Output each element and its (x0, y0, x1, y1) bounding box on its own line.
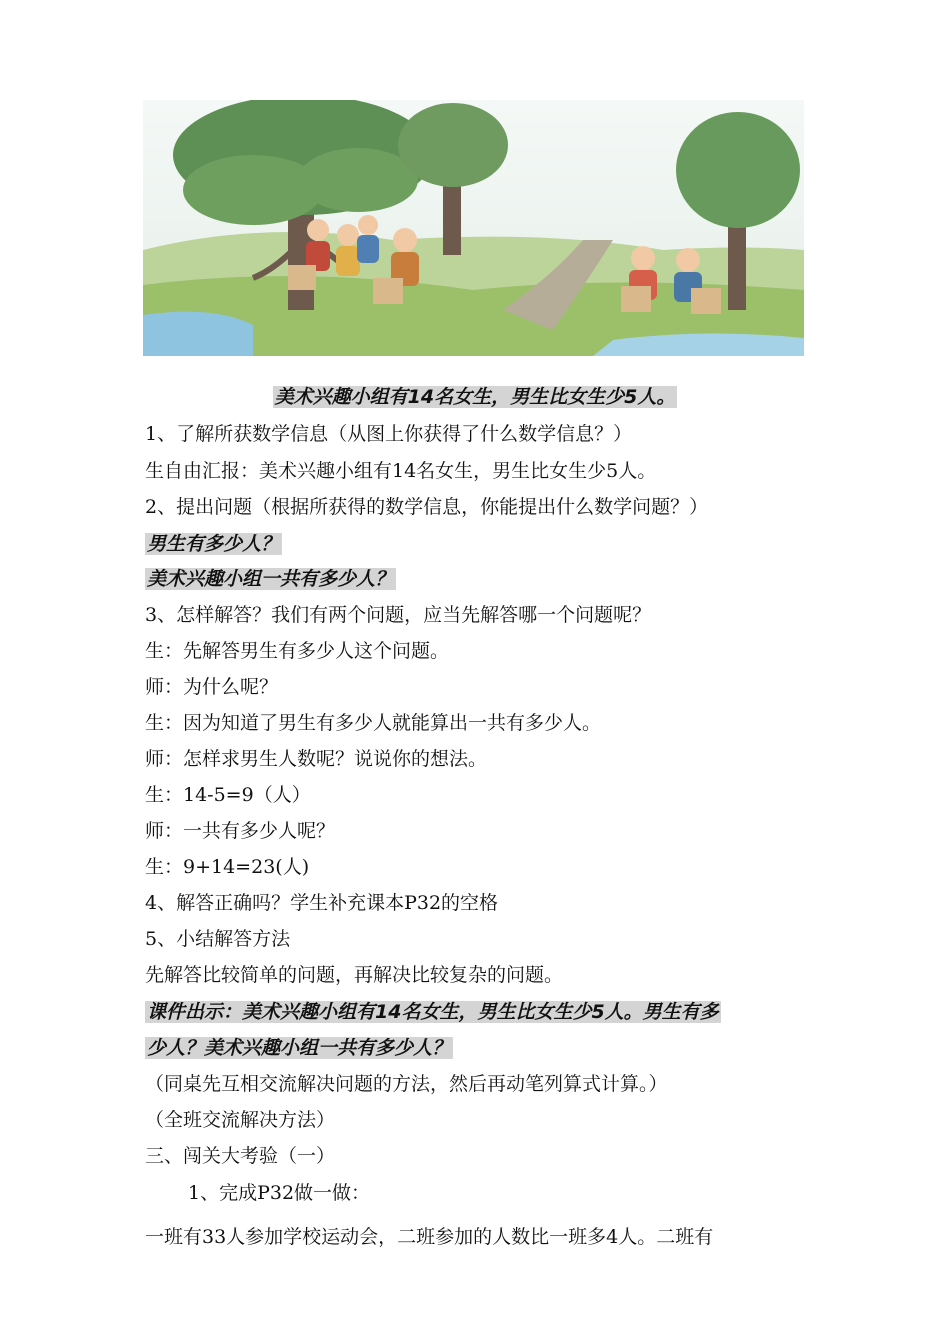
text-line: 生：9+14=23(人) (145, 856, 310, 878)
text-line: 4、解答正确吗？学生补充课本P32的空格 (145, 892, 499, 914)
text-line: 先解答比较简单的问题，再解决比较复杂的问题。 (145, 964, 564, 986)
highlighted-question: 男生有多少人？ (147, 533, 281, 555)
text-line: 1、了解所获数学信息（从图上你获得了什么数学信息？） (145, 423, 633, 445)
text-line: 一班有33人参加学校运动会，二班参加的人数比一班多4人。二班有 (145, 1226, 714, 1248)
text-line: 师：一共有多少人呢？ (145, 820, 336, 842)
text-line: （同桌先互相交流解决问题的方法，然后再动笔列算式计算。） (145, 1073, 668, 1095)
text-line: 1、完成P32做一做： (188, 1182, 371, 1204)
children-drawing-illustration (143, 100, 804, 356)
text-line: （全班交流解决方法） (145, 1109, 336, 1131)
highlighted-courseware: 课件出示：美术兴趣小组有14名女生，男生比女生少5人。男生有多 (147, 1001, 719, 1023)
text-line: 3、怎样解答？我们有两个问题，应当先解答哪一个问题呢？ (145, 604, 652, 626)
text-line: 师：怎样求男生人数呢？说说你的想法。 (145, 748, 488, 770)
text-line: 生：先解答男生有多少人这个问题。 (145, 640, 450, 662)
highlighted-courseware: 少人？美术兴趣小组一共有多少人？ (147, 1037, 452, 1059)
text-line: 5、小结解答方法 (145, 928, 291, 950)
illustration-caption: 美术兴趣小组有14名女生，男生比女生少5人。 (274, 386, 676, 408)
section-heading: 三、闯关大考验（一） (145, 1145, 336, 1167)
text-line: 师：为什么呢？ (145, 676, 279, 698)
text-line: 生自由汇报：美术兴趣小组有14名女生，男生比女生少5人。 (145, 460, 657, 482)
highlighted-question: 美术兴趣小组一共有多少人？ (147, 568, 395, 590)
text-line: 2、提出问题（根据所获得的数学信息，你能提出什么数学问题？） (145, 496, 709, 518)
text-line: 生：14-5=9（人） (145, 784, 311, 806)
text-line: 生：因为知道了男生有多少人就能算出一共有多少人。 (145, 712, 602, 734)
